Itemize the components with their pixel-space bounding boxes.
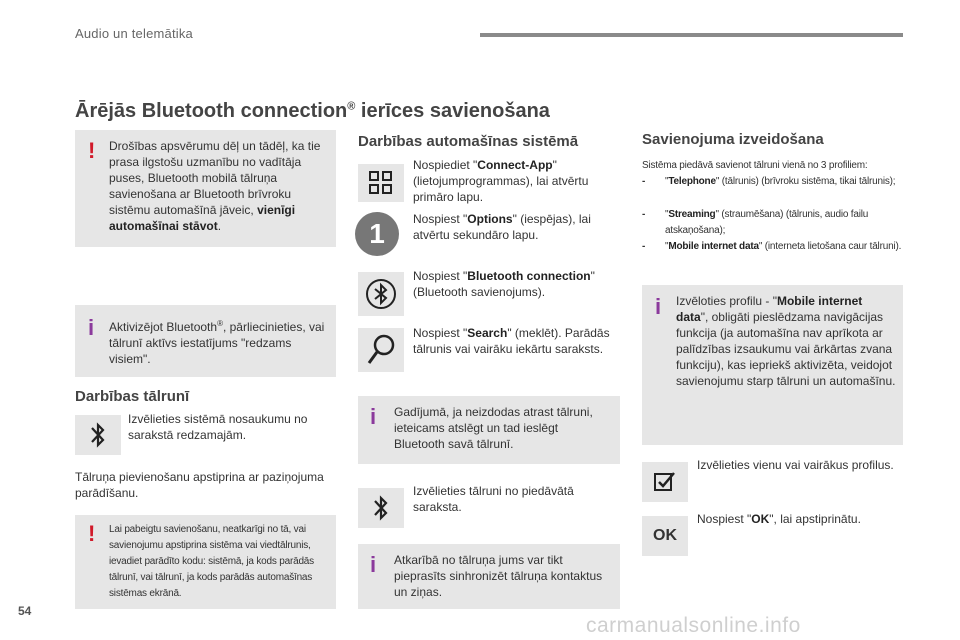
- checkbox-icon: [653, 470, 677, 494]
- bluetooth-icon-box: [75, 415, 121, 455]
- step-number-badge: 1: [355, 212, 399, 256]
- car-step-3: Nospiest "Bluetooth connection" (Bluetooth savienojums).: [413, 269, 595, 299]
- warning-box-code: [75, 515, 336, 609]
- info-icon: i: [370, 404, 377, 429]
- warning-icon: !: [88, 138, 96, 163]
- info-box-search: [358, 396, 620, 464]
- bluetooth-connection-icon: [364, 277, 398, 311]
- car-section-heading: Darbības automašīnas sistēmā: [358, 133, 579, 150]
- info-visibility-text: Aktivizējot Bluetooth®, pārliecinieties, vai tālrunī aktīvs iestatījums "redzams visiem".: [109, 319, 325, 366]
- car-step-4: Nospiest "Search" (meklēt). Parādās tālrunis vai vairāku iekārtu saraksts.: [413, 326, 610, 356]
- page-title: [75, 100, 550, 123]
- warning-box-safety: [75, 130, 336, 247]
- bluetooth-icon: [371, 493, 391, 523]
- title-bold: Ārējās Bluetooth connection: [75, 100, 348, 122]
- car-step-5: Izvēlieties tālruni no piedāvātā saraksta.: [413, 484, 574, 514]
- search-icon-box: [358, 328, 404, 372]
- connect-app-icon-box: [358, 164, 404, 202]
- title-rest: ierīces savienošana: [355, 100, 550, 122]
- conn-step-1: Izvēlieties vienu vai vairākus profilus.: [697, 458, 894, 472]
- connect-app-icon: [368, 170, 394, 196]
- car-step-2: Nospiest "Options" (iespējas), lai atvērtu sekundāro lapu.: [413, 212, 591, 242]
- profiles-intro: Sistēma piedāvā savienot tālruni vienā no 3 profiliem:: [642, 160, 868, 171]
- info-sync-text: Atkarībā no tālruņa jums var tikt pieprasīts sinhronizēt tālruņa kontaktus un ziņas.: [394, 553, 603, 599]
- info-search-text: Gadījumā, ja neizdodas atrast tālruni, ieteicams atslēgt un tad ieslēgt Bluetooth savā tālrunī.: [394, 405, 593, 451]
- info-box-visibility: [75, 305, 336, 377]
- header-divider: [480, 33, 903, 37]
- warning-safety-text: Drošības apsvērumu dēļ un tādēļ, ka tie prasa ilgstošu uzmanību no vadītāja puses, Bluetooth mobilā tālruņa savienošana ar Bluetooth brīvroku sistēmu automašīnā jāveic, vienīgi automašīnai stāvot.: [109, 139, 321, 233]
- title-registered-mark: ®: [347, 100, 356, 113]
- page-number: 54: [18, 604, 32, 618]
- profile-mobile-data: - "Mobile internet data" (interneta lietošana caur tālruni).: [642, 241, 902, 252]
- car-step-1: Nospiediet "Connect-App" (lietojumprogrammas), lai atvērtu primāro lapu.: [413, 158, 589, 204]
- bluetooth-icon: [88, 420, 108, 450]
- info-box-mobile-data: [642, 285, 903, 445]
- profile-select-icon-box: [642, 462, 688, 502]
- phone-step-1: Izvēlieties sistēmā nosaukumu no sarakstā redzamajām.: [128, 412, 308, 442]
- phone-confirm-note: Tālruņa pievienošanu apstiprina ar paziņojuma parādīšanu.: [75, 470, 324, 500]
- watermark: carmanualsonline.info: [586, 614, 801, 637]
- info-icon: i: [370, 552, 377, 577]
- info-box-sync: [358, 544, 620, 609]
- section-header: Audio un telemātika: [75, 26, 193, 41]
- warning-icon: !: [88, 521, 96, 546]
- profile-streaming: - "Streaming" (straumēšana) (tālrunis, audio failu atskaņošana);: [642, 209, 869, 236]
- search-icon: [366, 333, 396, 367]
- info-icon: i: [88, 315, 95, 340]
- bluetooth-select-icon-box: [358, 488, 404, 528]
- phone-section-heading: Darbības tālrunī: [75, 388, 190, 405]
- connection-section-heading: Savienojuma izveidošana: [642, 131, 824, 148]
- ok-icon: OK: [653, 527, 677, 544]
- info-mobile-data-text: Izvēloties profilu - "Mobile internet data", obligāti pieslēdzama navigācijas funkcija (ja automašīna nav aprīkota ar palīdzības izsaukumu vai ārkārtas zvana funkciju), kas iepriekš aktivizēta, veidojot savienojumu starp tālruni un automašīnu.: [676, 294, 896, 388]
- info-icon: i: [655, 294, 662, 319]
- ok-icon-box: [642, 516, 688, 556]
- bluetooth-connection-icon-box: [358, 272, 404, 316]
- conn-step-2: Nospiest "OK", lai apstiprinātu.: [697, 512, 861, 526]
- warning-code-text: Lai pabeigtu savienošanu, neatkarīgi no tā, vai savienojumu apstiprina sistēma vai viedtālrunis, ievadiet parādīto kodu: sistēmā, ja kods parādās tālrunī, vai tālrunī, ja kods parādās automašīnas sistēmas ekrānā.: [109, 524, 314, 599]
- profile-telephone: - "Telephone" (tālrunis) (brīvroku sistēma, tikai tālrunis);: [642, 176, 896, 187]
